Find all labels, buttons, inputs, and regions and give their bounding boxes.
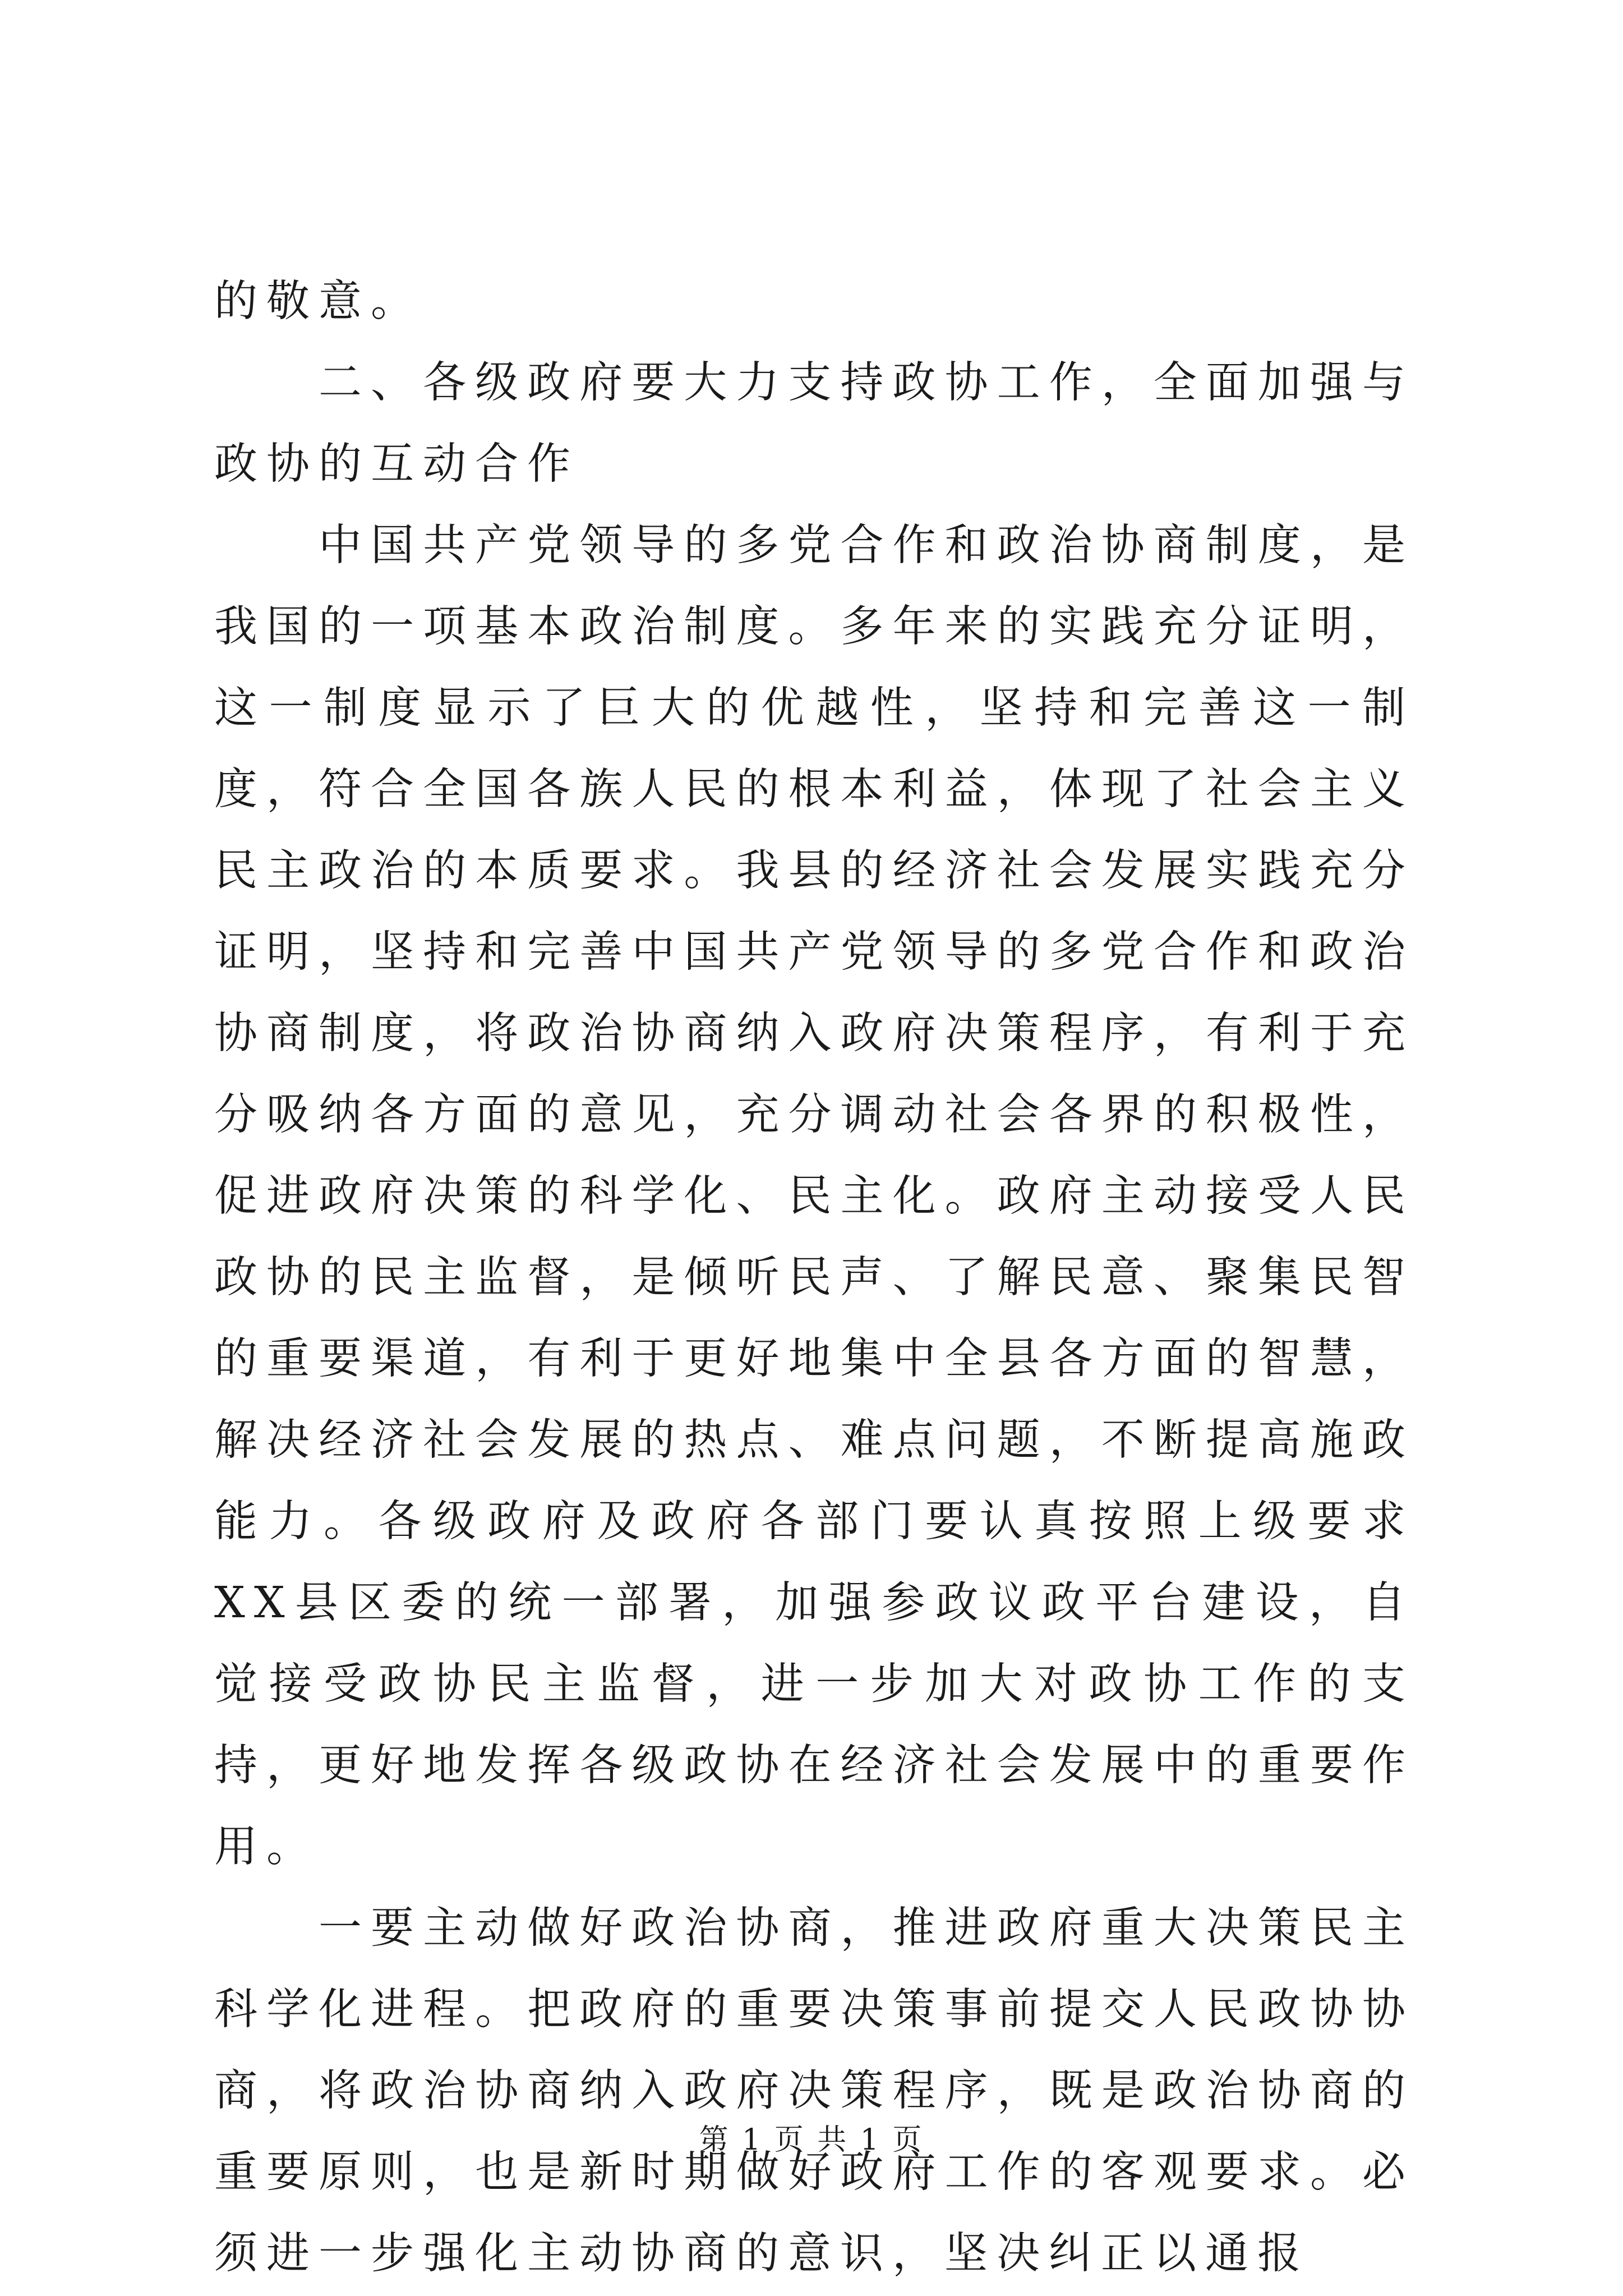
paragraph-main: 中国共产党领导的多党合作和政治协商制度，是我国的一项基本政治制度。多年来的实践充分证明，这一制度显示了巨大的优越性，坚持和完善这一制度，符合全国各族人民的根本利益，体现了社会主义民主政治的本质要求。我县的经济社会发展实践充分证明，坚持和完善中国共产党领导的多党合作和政治协商制度，将政治协商纳入政府决策程序，有利于充分吸纳各方面的意见，充分调动社会各界的积极性，促进政府决策的科学化、民主化。政府主动接受人民政协的民主监督，是倾听民声、了解民意、聚集民智的重要渠道，有利于更好地集中全县各方面的智慧，解决经济社会发展的热点、难点问题，不断提高施政能力。各级政府及政府各部门要认真按照上级要求XX县区委的统一部署，加强参政议政平台建设，自觉接受政协民主监督，进一步加大对政协工作的支持，更好地发挥各级政协在经济社会发展中的重要作用。 [214, 521, 1414, 1872]
paragraph-point-one: 一要主动做好政治协商，推进政府重大决策民主科学化进程。把政府的重要决策事前提交人民政协协商，将政治协商纳入政府决策程序，既是政治协商的重要原则，也是新时期做好政府工作的客观要求。必须进一步强化主动协商的意识，坚决纠正以通报 [214, 1903, 1414, 2279]
page-number-footer: 第 1 页 共 1 页 [699, 2123, 924, 2157]
paragraph-continuation: 的敬意。 [214, 277, 423, 326]
section-heading: 二、各级政府要大力支持政协工作，全面加强与政协的互动合作 [214, 358, 1414, 489]
document-body [214, 261, 1414, 2294]
